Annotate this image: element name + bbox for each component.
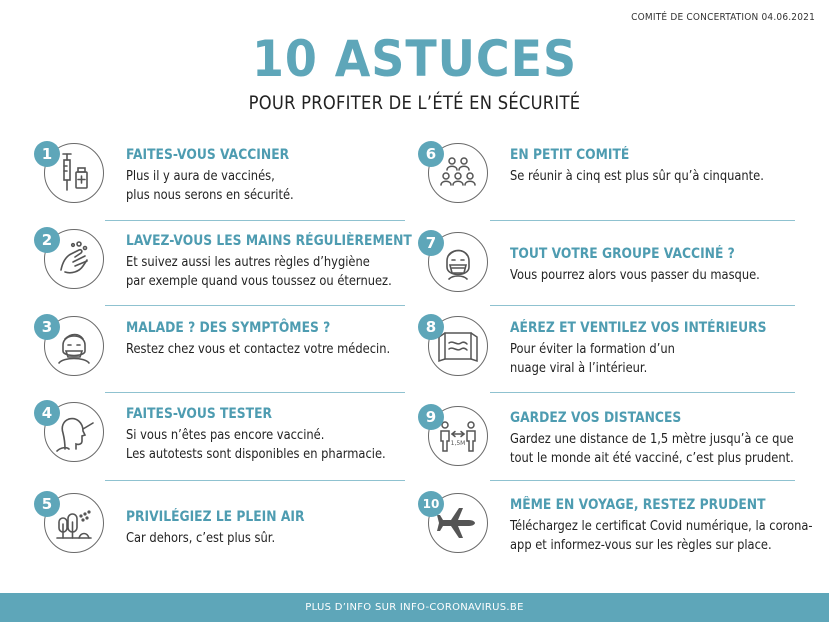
tip-4 — [34, 400, 414, 480]
tip-10 — [418, 491, 823, 571]
tip-body-line: plus nous serons en sécurité. — [126, 187, 294, 203]
tip-7 — [418, 230, 823, 310]
tip-number: 3 — [34, 314, 60, 340]
tip-title: MÊME EN VOYAGE, RESTEZ PRUDENT — [510, 497, 766, 513]
divider — [490, 305, 795, 306]
tip-body — [510, 167, 764, 186]
tip-number: 5 — [34, 491, 60, 517]
tip-body-line: par exemple quand vous toussez ou éternuez. — [126, 273, 392, 289]
tip-body — [126, 253, 392, 291]
tip-5 — [34, 491, 414, 571]
tip-8 — [418, 314, 823, 394]
footer-info — [0, 593, 829, 622]
tip-body-line: Restez chez vous et contactez votre médecin. — [126, 341, 391, 357]
divider — [105, 480, 405, 481]
tip-1 — [34, 141, 414, 221]
tip-2 — [34, 227, 414, 307]
tip-number: 2 — [34, 227, 60, 253]
tip-6 — [418, 141, 823, 221]
tip-body — [510, 340, 675, 378]
tip-body-line: Se réunir à cinq est plus sûr qu’à cinquante. — [510, 168, 764, 184]
tip-body-line: Car dehors, c’est plus sûr. — [126, 530, 276, 546]
tip-title: GARDEZ VOS DISTANCES — [510, 410, 682, 426]
tip-body-line: Si vous n’êtes pas encore vacciné. — [126, 427, 325, 443]
tip-number: 1 — [34, 141, 60, 167]
tip-number: 4 — [34, 400, 60, 426]
tip-body — [126, 340, 390, 359]
divider — [490, 392, 795, 393]
tip-body-line: tout le monde ait été vacciné, c’est plus prudent. — [510, 450, 794, 466]
tip-title: FAITES-VOUS VACCINER — [126, 147, 290, 163]
tip-body-line: app et informez-vous sur les règles sur place. — [510, 537, 772, 553]
tip-title: TOUT VOTRE GROUPE VACCINÉ ? — [510, 246, 735, 262]
distance-label: 1,5M — [450, 440, 466, 447]
tip-title: EN PETIT COMITÉ — [510, 147, 630, 163]
tip-number: 8 — [418, 314, 444, 340]
tip-body — [510, 266, 760, 285]
divider — [105, 220, 405, 221]
committee-date: COMITÉ DE CONCERTATION 04.06.2021 — [631, 12, 815, 23]
tip-body-line: Les autotests sont disponibles en pharmacie. — [126, 446, 386, 462]
tip-body-line: Gardez une distance de 1,5 mètre jusqu’à ce que — [510, 431, 794, 447]
divider — [105, 305, 405, 306]
tip-title: PRIVILÉGIEZ LE PLEIN AIR — [126, 509, 305, 525]
tip-body — [126, 426, 386, 464]
tip-body — [510, 430, 794, 468]
footer-link-text[interactable]: PLUS D’INFO SUR INFO-CORONAVIRUS.BE — [305, 602, 524, 613]
tip-3 — [34, 314, 414, 394]
tip-number: 6 — [418, 141, 444, 167]
tip-title: LAVEZ-VOUS LES MAINS RÉGULIÈREMENT — [126, 233, 412, 249]
tip-9 — [418, 404, 823, 484]
tip-number: 9 — [418, 404, 444, 430]
page-subtitle: POUR PROFITER DE L’ÉTÉ EN SÉCURITÉ — [248, 92, 581, 114]
tip-body-line: nuage viral à l’intérieur. — [510, 360, 648, 376]
divider — [490, 220, 795, 221]
tip-body-line: Et suivez aussi les autres règles d’hygiène — [126, 254, 370, 270]
tip-body-line: Vous pourrez alors vous passer du masque. — [510, 267, 760, 283]
tip-number: 10 — [418, 491, 444, 517]
tip-body — [510, 517, 813, 555]
tip-title: MALADE ? DES SYMPTÔMES ? — [126, 320, 331, 336]
divider — [105, 392, 405, 393]
tip-body-line: Téléchargez le certificat Covid numérique, la corona- — [510, 518, 813, 534]
tip-body-line: Pour éviter la formation d’un — [510, 341, 675, 357]
tip-title: FAITES-VOUS TESTER — [126, 406, 272, 422]
tip-body-line: Plus il y aura de vaccinés, — [126, 168, 275, 184]
divider — [490, 480, 795, 481]
tip-body — [126, 167, 294, 205]
tip-title: AÉREZ ET VENTILEZ VOS INTÉRIEURS — [510, 320, 767, 336]
tip-number: 7 — [418, 230, 444, 256]
tip-body — [126, 529, 275, 548]
page-title: 10 ASTUCES — [251, 30, 577, 88]
